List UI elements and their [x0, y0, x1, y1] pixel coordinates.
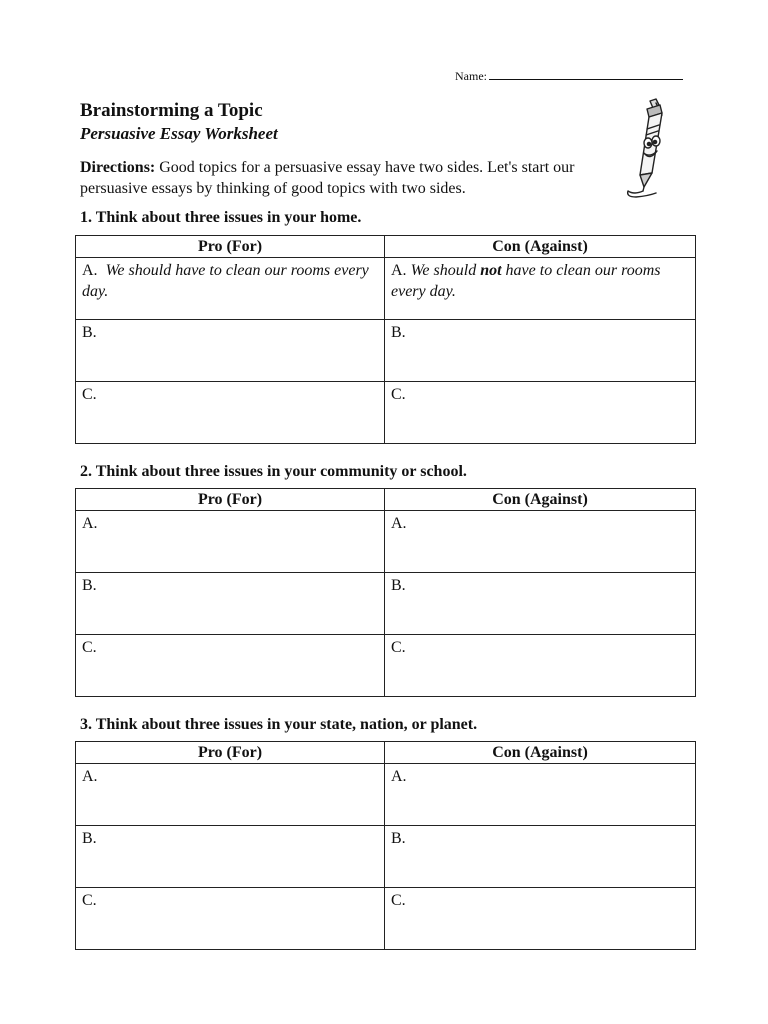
table-row: [76, 320, 696, 382]
con-cell[interactable]: [385, 826, 696, 888]
row-label: A.: [82, 768, 98, 785]
brainstorm-table-2: [75, 488, 696, 697]
pro-column-header: Pro (For): [76, 236, 385, 258]
row-label: B.: [391, 577, 406, 594]
table-row: [76, 258, 696, 320]
con-column-header: Con (Against): [385, 742, 696, 764]
table-row: [76, 826, 696, 888]
con-cell[interactable]: [385, 258, 696, 320]
row-label: A.: [391, 768, 407, 785]
table-row: [76, 511, 696, 573]
row-label: C.: [82, 386, 97, 403]
table-row: [76, 764, 696, 826]
example-con-text-after: have to clean our rooms every day.: [391, 262, 661, 300]
pro-cell[interactable]: [76, 258, 385, 320]
row-label: C.: [391, 639, 406, 656]
con-cell[interactable]: [385, 764, 696, 826]
pro-column-header: Pro (For): [76, 489, 385, 511]
pro-column-header: Pro (For): [76, 742, 385, 764]
pro-cell[interactable]: [76, 573, 385, 635]
example-con-emphasis: not: [480, 262, 502, 279]
con-cell[interactable]: [385, 635, 696, 697]
pro-cell[interactable]: [76, 382, 385, 444]
row-label: A.: [82, 515, 98, 532]
question-2: 2. Think about three issues in your community or school.: [80, 463, 467, 480]
row-label: B.: [391, 324, 406, 341]
row-label: C.: [82, 639, 97, 656]
directions-paragraph: [80, 157, 580, 199]
worksheet-title: Brainstorming a Topic: [80, 100, 263, 121]
pro-cell[interactable]: [76, 511, 385, 573]
name-field[interactable]: [455, 67, 683, 84]
row-label: C.: [391, 892, 406, 909]
con-cell[interactable]: [385, 888, 696, 950]
row-label: A.: [391, 515, 407, 532]
table-row: [76, 888, 696, 950]
row-label: A.: [391, 262, 407, 279]
example-con-text: [391, 262, 660, 300]
row-label: C.: [391, 386, 406, 403]
question-3: 3. Think about three issues in your state, nation, or planet.: [80, 716, 478, 733]
row-label: B.: [391, 830, 406, 847]
row-label: C.: [82, 892, 97, 909]
con-column-header: Con (Against): [385, 489, 696, 511]
row-label: A.: [82, 262, 98, 279]
example-pro-text: We should have to clean our rooms every day.: [82, 262, 369, 300]
pro-cell[interactable]: [76, 888, 385, 950]
table-row: [76, 635, 696, 697]
row-label: B.: [82, 830, 97, 847]
con-cell[interactable]: [385, 573, 696, 635]
worksheet-subtitle: Persuasive Essay Worksheet: [80, 124, 278, 143]
directions-text: Good topics for a persuasive essay have two sides. Let's start our persuasive essays by thinking of good topics with two sides.: [80, 159, 575, 197]
question-1: 1. Think about three issues in your home.: [80, 209, 362, 226]
pro-cell[interactable]: [76, 320, 385, 382]
brainstorm-table-1: [75, 235, 696, 444]
con-column-header: Con (Against): [385, 236, 696, 258]
row-label: B.: [82, 577, 97, 594]
name-blank-line[interactable]: [489, 67, 683, 80]
pro-cell[interactable]: [76, 826, 385, 888]
pro-cell[interactable]: [76, 635, 385, 697]
con-cell[interactable]: [385, 382, 696, 444]
pro-cell[interactable]: [76, 764, 385, 826]
con-cell[interactable]: [385, 320, 696, 382]
con-cell[interactable]: [385, 511, 696, 573]
brainstorm-table-3: [75, 741, 696, 950]
row-label: B.: [82, 324, 97, 341]
pen-character-icon: [612, 95, 672, 205]
table-row: [76, 573, 696, 635]
name-label: Name:: [455, 69, 487, 83]
example-con-text-before: We should: [410, 262, 477, 279]
directions-lead: Directions:: [80, 159, 156, 176]
table-row: [76, 382, 696, 444]
